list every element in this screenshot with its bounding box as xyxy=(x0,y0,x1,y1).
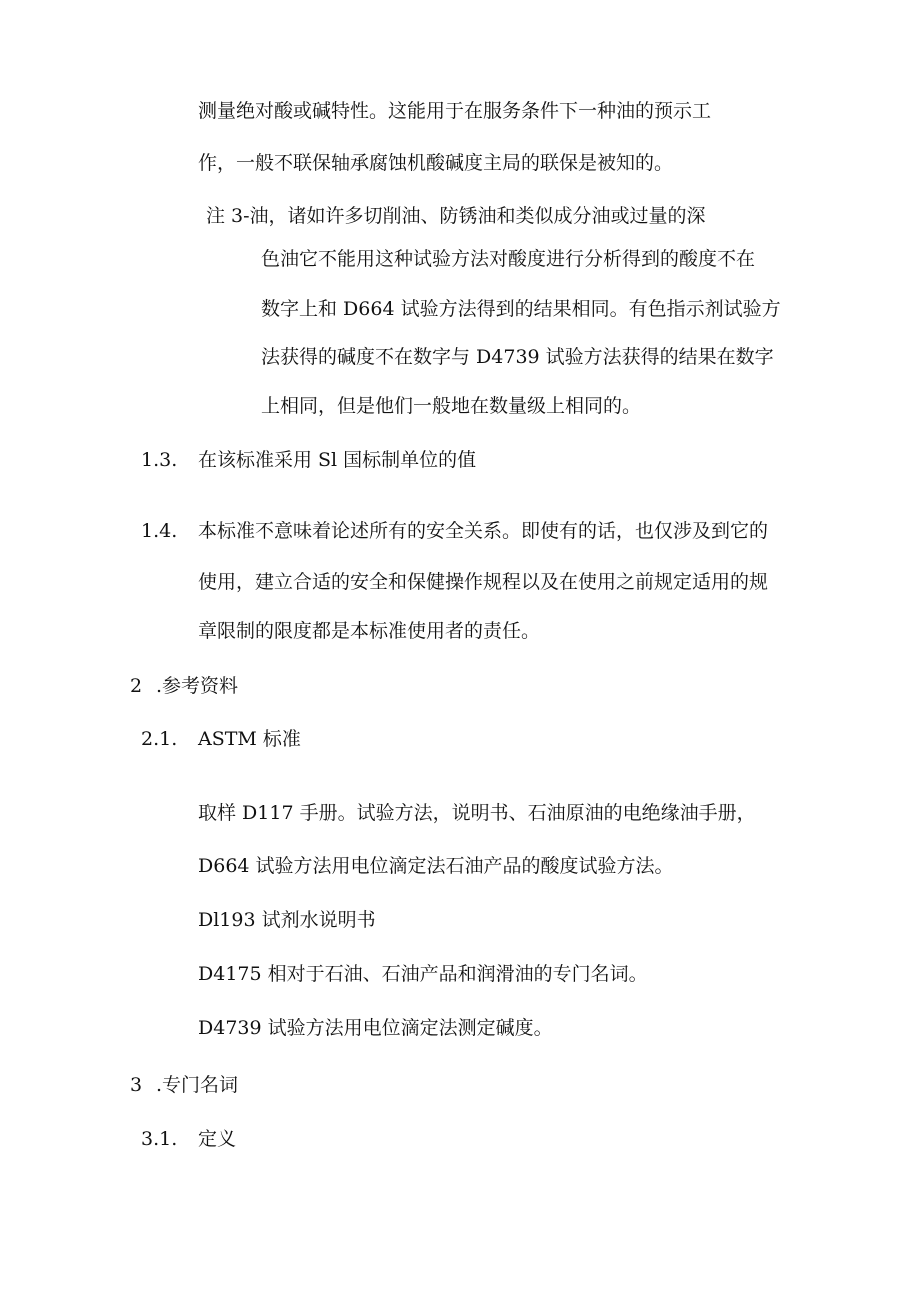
note-3-line: 色油它不能用这种试验方法对酸度进行分析得到的酸度不在 xyxy=(261,248,756,270)
reference-item: D664 试验方法用电位滴定法石油产品的酸度试验方法。 xyxy=(198,855,674,877)
reference-item: D4739 试验方法用电位滴定法测定碱度。 xyxy=(198,1017,553,1039)
paragraph-line: 作，一般不联保轴承腐蚀机酸碱度主局的联保是被知的。 xyxy=(198,152,674,174)
section-heading: .参考资料 xyxy=(156,675,239,697)
note-3-line: 上相同，但是他们一般地在数量级上相同的。 xyxy=(261,395,642,417)
section-heading: .专门名词 xyxy=(156,1074,239,1096)
section-number: 2.1. xyxy=(141,728,178,750)
note-3-line: 数字上和 D664 试验方法得到的结果相同。有色指示剂试验方 xyxy=(261,298,781,320)
section-text: 在该标准采用 Sl 国标制单位的值 xyxy=(198,449,477,471)
section-heading: 定义 xyxy=(198,1128,237,1150)
paragraph-line: 测量绝对酸或碱特性。这能用于在服务条件下一种油的预示工 xyxy=(198,100,712,122)
reference-item: 取样 D117 手册。试验方法，说明书、石油原油的电绝缘油手册， xyxy=(198,802,756,824)
reference-item: D4175 相对于石油、石油产品和润滑油的专门名词。 xyxy=(198,963,648,985)
section-number: 3 xyxy=(130,1074,143,1096)
section-text: 章限制的限度都是本标准使用者的责任。 xyxy=(198,620,541,642)
section-number: 1.3. xyxy=(141,449,178,471)
reference-item: Dl193 试剂水说明书 xyxy=(198,909,376,931)
note-3-line: 注 3-油，诸如许多切削油、防锈油和类似成分油或过量的深 xyxy=(206,205,706,227)
section-text: 本标准不意味着论述所有的安全关系。即使有的话，也仅涉及到它的 xyxy=(198,520,769,542)
section-number: 1.4. xyxy=(141,520,178,542)
note-3-line: 法获得的碱度不在数字与 D4739 试验方法获得的结果在数字 xyxy=(261,346,774,368)
section-text: 使用，建立合适的安全和保健操作规程以及在使用之前规定适用的规 xyxy=(198,571,769,593)
section-heading: ASTM 标准 xyxy=(198,728,301,750)
section-number: 2 xyxy=(130,675,143,697)
section-number: 3.1. xyxy=(141,1128,178,1150)
